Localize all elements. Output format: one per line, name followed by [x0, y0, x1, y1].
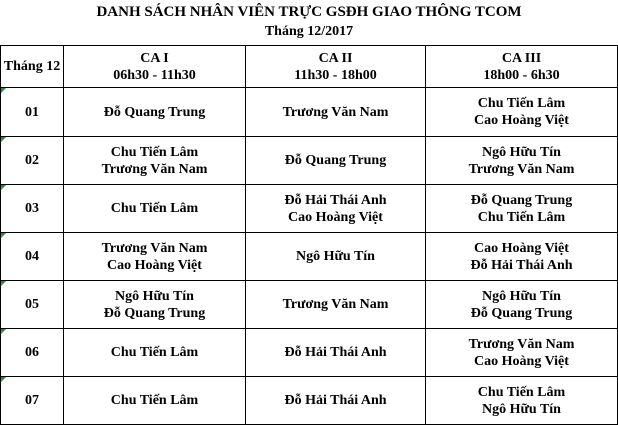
shift-cell	[426, 233, 618, 281]
duty-schedule-table	[0, 45, 618, 425]
staff-name: Trương Văn Nam	[468, 161, 575, 177]
shift-cell	[426, 377, 618, 425]
shift-cell	[64, 329, 246, 377]
day-cell	[1, 88, 64, 137]
staff-name: Đỗ Quang Trung	[103, 305, 206, 321]
shift-cell	[246, 377, 426, 425]
shift-name: CA I	[140, 50, 169, 66]
shift-time: 18h00 - 6h30	[483, 67, 560, 83]
day-cell	[1, 329, 64, 377]
shift-cell	[426, 88, 618, 137]
staff-name: Đỗ Hải Thái Anh	[470, 257, 573, 273]
day-cell	[1, 233, 64, 281]
shift-header-2	[246, 46, 426, 88]
shift-time: 11h30 - 18h00	[294, 67, 377, 83]
shift-cell	[64, 377, 246, 425]
staff-name: Chu Tiến Lâm	[477, 384, 566, 400]
shift-cell	[426, 185, 618, 233]
cell-marker-icon	[1, 329, 6, 334]
staff-name: Đỗ Quang Trung	[470, 305, 573, 321]
shift-time: 06h30 - 11h30	[113, 67, 196, 83]
staff-name: Đỗ Quang Trung	[103, 104, 206, 120]
day-cell	[1, 137, 64, 185]
table-row	[1, 233, 618, 281]
staff-name: Đỗ Quang Trung	[284, 153, 387, 168]
shift-cell	[64, 88, 246, 137]
shift-cell	[426, 329, 618, 377]
staff-name: Cao Hoàng Việt	[474, 113, 569, 128]
staff-name: Ngô Hữu Tín	[115, 288, 194, 304]
staff-name: Trương Văn Nam	[101, 240, 208, 256]
shift-cell	[426, 137, 618, 185]
shift-name: CA III	[501, 50, 542, 66]
staff-name: Ngô Hữu Tín	[296, 249, 375, 264]
staff-name: Trương Văn Nam	[282, 104, 389, 120]
cell-marker-icon	[1, 185, 6, 190]
table-row	[1, 185, 618, 233]
staff-name: Chu Tiến Lâm	[110, 393, 199, 408]
day-number: 05	[25, 297, 39, 312]
table-row	[1, 329, 618, 377]
header-row	[1, 46, 618, 88]
shift-cell	[64, 185, 246, 233]
staff-name: Ngô Hữu Tín	[482, 144, 561, 160]
day-cell	[1, 377, 64, 425]
staff-name: Cao Hoàng Việt	[288, 209, 383, 225]
table-row	[1, 137, 618, 185]
shift-header-3	[426, 46, 618, 88]
schedule-body	[1, 88, 618, 425]
shift-cell	[64, 281, 246, 329]
staff-name: Trương Văn Nam	[282, 297, 389, 312]
staff-name: Chu Tiến Lâm	[110, 201, 199, 216]
shift-cell	[246, 281, 426, 329]
day-number: 06	[25, 345, 39, 360]
staff-name: Đỗ Hải Thái Anh	[284, 345, 387, 360]
day-number: 04	[25, 249, 39, 264]
shift-cell	[426, 281, 618, 329]
staff-name: Ngô Hữu Tín	[482, 288, 561, 304]
cell-marker-icon	[1, 281, 6, 286]
day-number: 03	[25, 201, 39, 216]
page-title: DANH SÁCH NHÂN VIÊN TRỰC GSĐH GIAO THÔNG TCOM	[96, 4, 522, 20]
table-row	[1, 281, 618, 329]
staff-name: Chu Tiến Lâm	[477, 96, 566, 111]
staff-name: Trương Văn Nam	[101, 161, 208, 177]
staff-name: Đỗ Hải Thái Anh	[284, 192, 387, 208]
cell-marker-icon	[1, 377, 6, 382]
day-number: 01	[25, 104, 39, 120]
staff-name: Trương Văn Nam	[468, 336, 575, 352]
day-number: 02	[25, 153, 39, 168]
staff-name: Chu Tiến Lâm	[110, 345, 199, 360]
staff-name: Cao Hoàng Việt	[474, 353, 569, 369]
staff-name: Cao Hoàng Việt	[107, 257, 202, 273]
shift-cell	[246, 137, 426, 185]
day-cell	[1, 185, 64, 233]
day-cell	[1, 281, 64, 329]
month-header: Tháng 12	[1, 46, 64, 88]
shift-header-1	[64, 46, 246, 88]
cell-marker-icon	[1, 233, 6, 238]
page-subtitle: Tháng 12/2017	[264, 24, 354, 39]
shift-cell	[246, 185, 426, 233]
table-row	[1, 377, 618, 425]
staff-name: Đỗ Hải Thái Anh	[284, 393, 387, 408]
cell-marker-icon	[1, 88, 6, 93]
shift-cell	[64, 233, 246, 281]
staff-name: Đỗ Quang Trung	[470, 192, 573, 208]
shift-cell	[246, 233, 426, 281]
shift-cell	[64, 137, 246, 185]
staff-name: Cao Hoàng Việt	[474, 240, 569, 256]
day-number: 07	[25, 393, 39, 408]
table-row	[1, 88, 618, 137]
staff-name: Chu Tiến Lâm	[110, 144, 199, 160]
shift-name: CA II	[318, 50, 353, 66]
cell-marker-icon	[1, 137, 6, 142]
shift-cell	[246, 88, 426, 137]
shift-cell	[246, 329, 426, 377]
staff-name: Chu Tiến Lâm	[477, 209, 566, 225]
staff-name: Ngô Hữu Tín	[482, 401, 561, 417]
